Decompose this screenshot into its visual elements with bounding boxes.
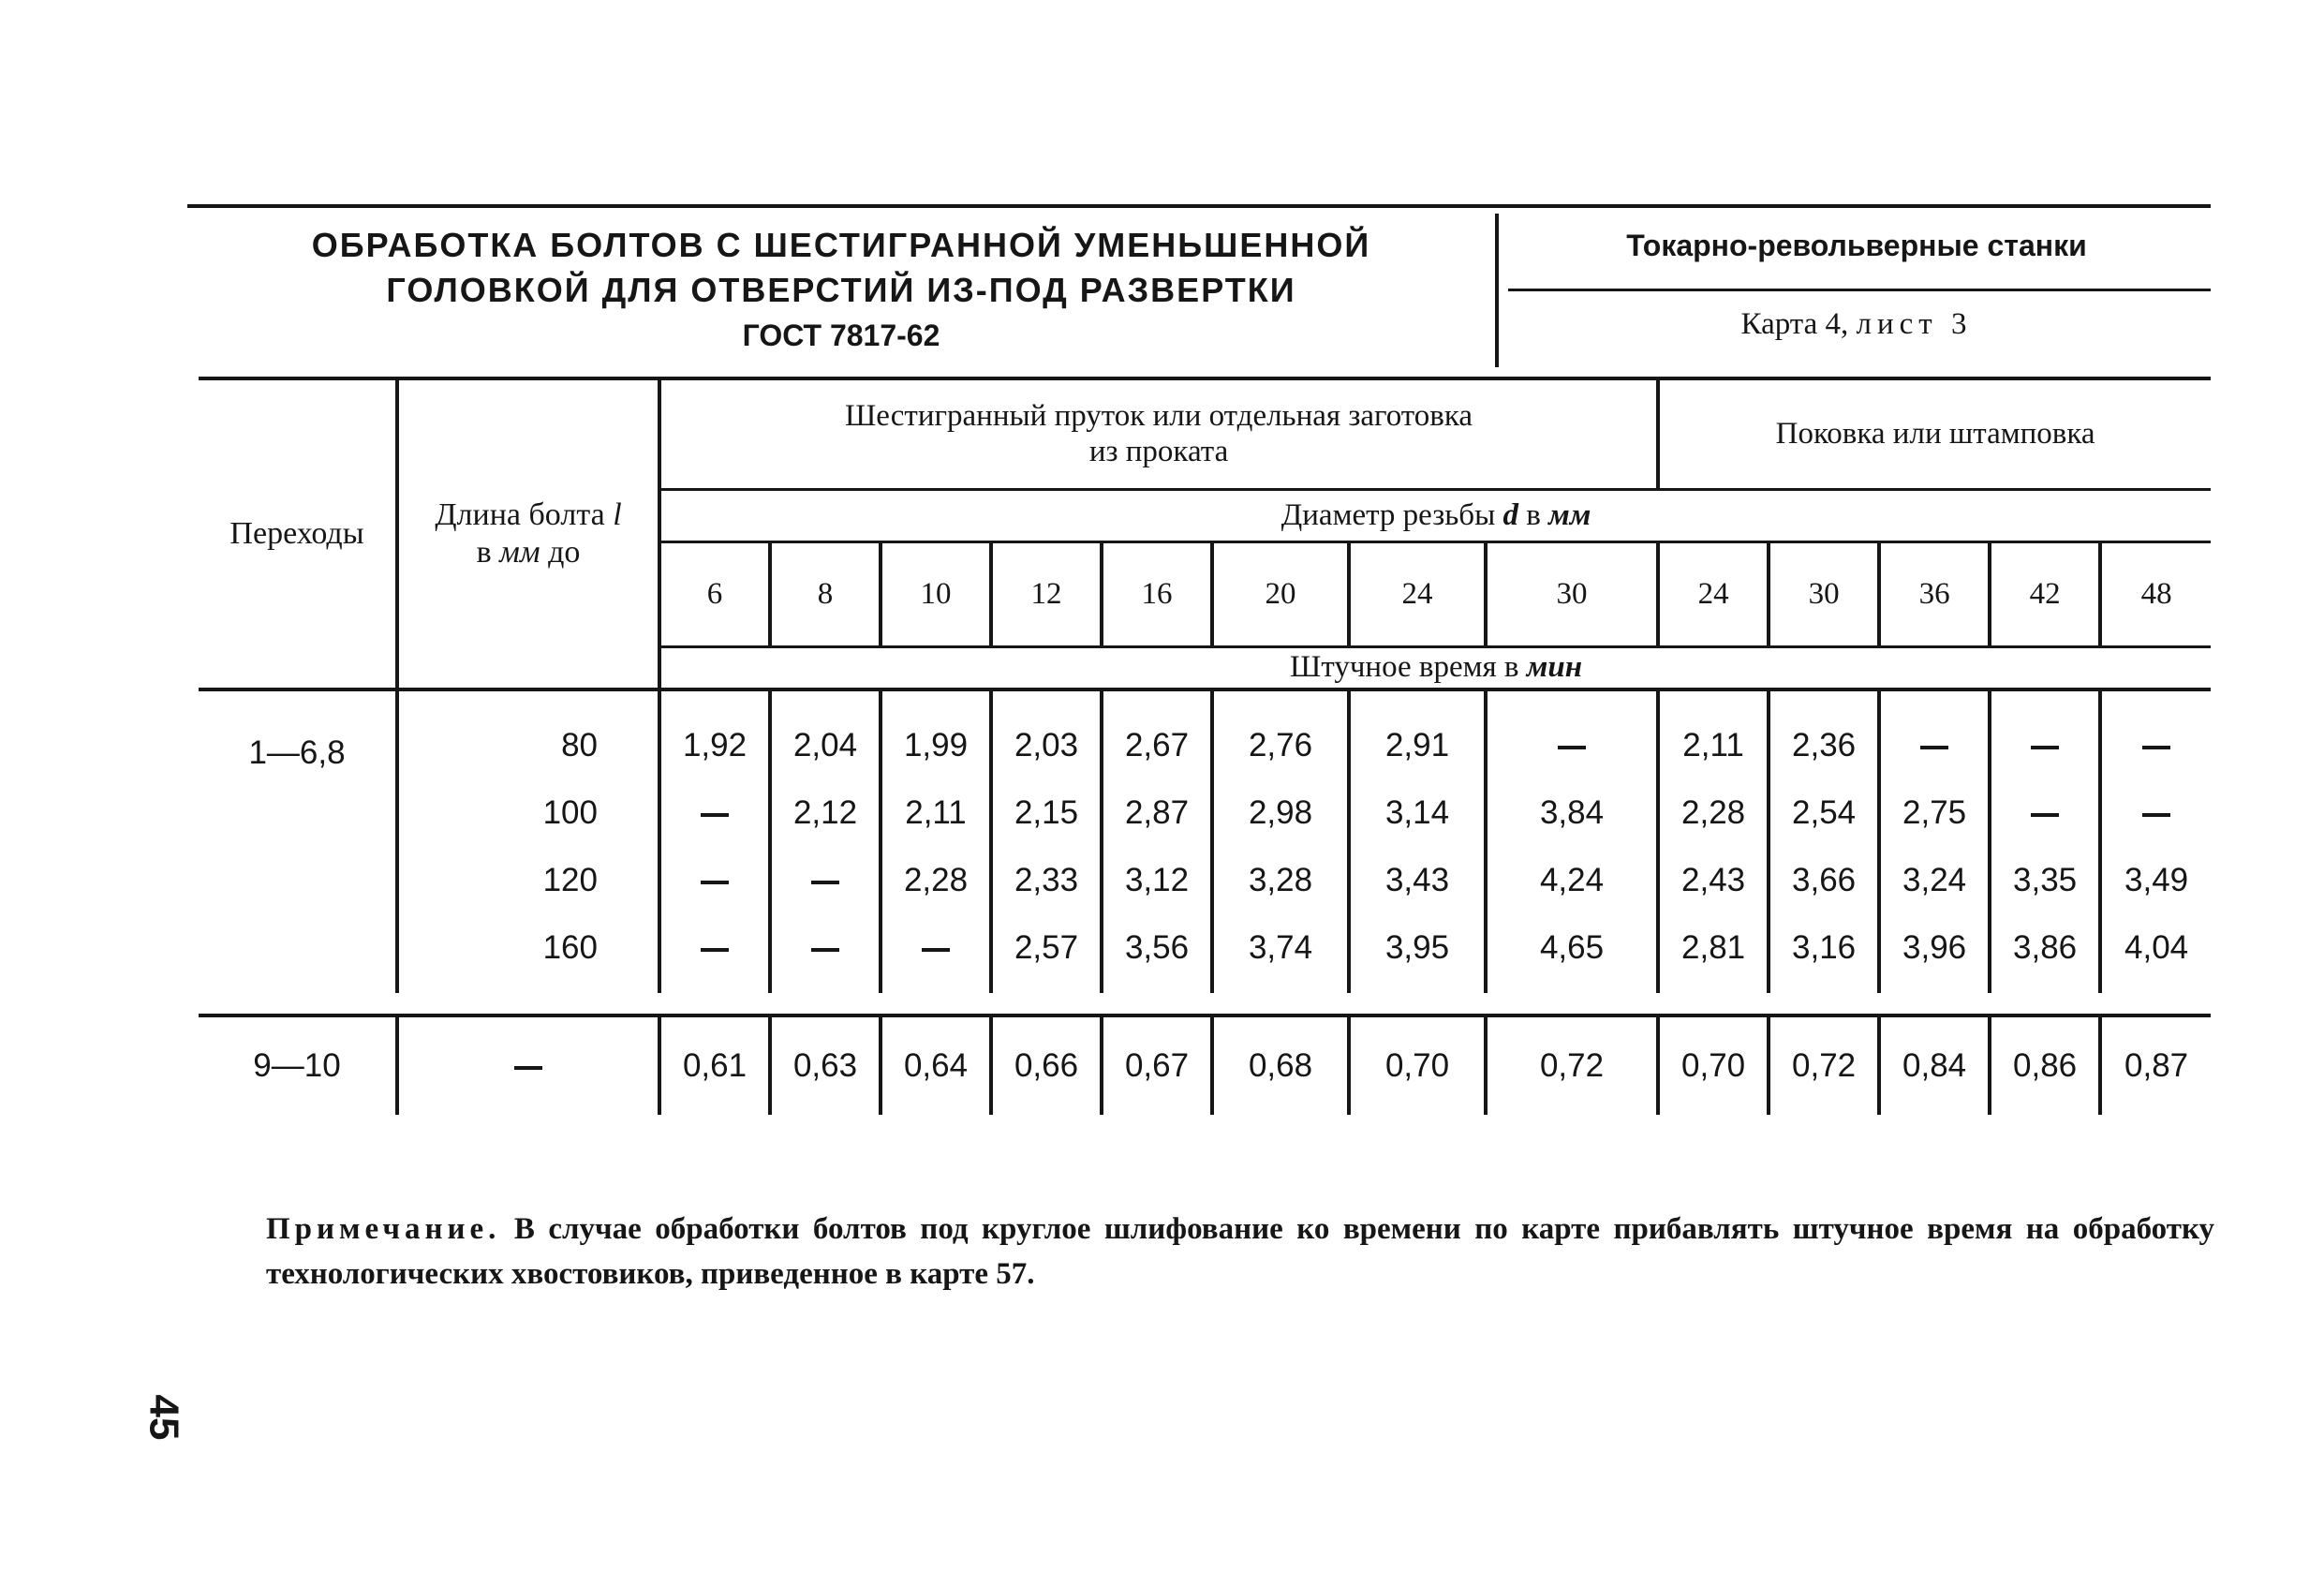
value-cell	[770, 847, 881, 914]
thread-diameter-symbol: d	[1502, 497, 1519, 532]
dash-mark	[2142, 746, 2170, 749]
dash-mark	[2031, 746, 2059, 749]
transition-cell: 9—10	[253, 1047, 341, 1084]
row-separator	[199, 993, 2211, 1015]
value-cell: 0,66	[991, 1015, 1102, 1115]
page-number: 45	[141, 1394, 187, 1441]
value-cell: 0,64	[881, 1015, 991, 1115]
value-cell: 3,28	[1212, 847, 1349, 914]
header-group-bar	[659, 378, 1658, 489]
piece-time-unit: мин	[1526, 650, 1583, 685]
table-row	[199, 779, 2211, 847]
header-group-forging: Поковка или штамповка	[1658, 378, 2211, 489]
value-cell: 2,67	[1102, 689, 1212, 779]
value-cell: 3,95	[1349, 914, 1486, 993]
value-cell: 2,43	[1658, 847, 1769, 914]
value-cell: 3,74	[1212, 914, 1349, 993]
value-cell: 3,24	[1879, 847, 1990, 914]
value-cell: 0,68	[1212, 1015, 1349, 1115]
value-cell: 2,12	[770, 779, 881, 847]
value-cell	[2100, 689, 2211, 779]
top-rule	[187, 204, 2211, 208]
bolt-length-symbol: l	[613, 497, 622, 532]
value-cell: 4,65	[1486, 914, 1658, 993]
value-cell: 1,92	[659, 689, 770, 779]
sheet-label: лист 3	[1856, 307, 1973, 341]
table-row	[199, 689, 2211, 779]
group-bar-line-1: Шестигранный пруток или отдельная заготовка	[845, 399, 1473, 434]
title-right-rule	[1508, 289, 2211, 291]
diameter-cell: 10	[881, 541, 991, 646]
value-cell: 0,70	[1658, 1015, 1769, 1115]
header-piece-time	[659, 646, 2211, 689]
thread-diameter-label: Диаметр резьбы	[1280, 497, 1496, 532]
value-cell: 0,63	[770, 1015, 881, 1115]
bolt-length-suffix: до	[548, 535, 581, 570]
diameter-cell: 24	[1658, 541, 1769, 646]
value-cell: 2,36	[1769, 689, 1879, 779]
diameter-cell: 36	[1879, 541, 1990, 646]
value-cell: 2,28	[881, 847, 991, 914]
value-cell: 3,16	[1769, 914, 1879, 993]
value-cell: 4,24	[1486, 847, 1658, 914]
value-cell: 2,04	[770, 689, 881, 779]
document-title	[187, 223, 1495, 358]
header-bolt-length	[397, 378, 659, 689]
transition-cell: 1—6,8	[248, 734, 346, 771]
table-row	[199, 914, 2211, 993]
dash-mark	[701, 948, 729, 952]
diameter-cell: 24	[1349, 541, 1486, 646]
value-cell: 2,87	[1102, 779, 1212, 847]
value-cell: 3,49	[2100, 847, 2211, 914]
value-cell: 0,72	[1769, 1015, 1879, 1115]
table-row	[199, 847, 2211, 914]
value-cell	[770, 914, 881, 993]
diameter-cell: 6	[659, 541, 770, 646]
footnote-label: Примечание.	[266, 1212, 501, 1246]
value-cell: 2,03	[991, 689, 1102, 779]
value-cell: 0,72	[1486, 1015, 1658, 1115]
value-cell	[659, 914, 770, 993]
header-thread-diameter	[659, 489, 2211, 541]
value-cell: 2,54	[1769, 779, 1879, 847]
thread-diameter-mid: в	[1526, 497, 1541, 532]
value-cell: 0,67	[1102, 1015, 1212, 1115]
value-cell: 3,96	[1879, 914, 1990, 993]
machining-time-table	[199, 377, 2211, 1115]
value-cell: 2,76	[1212, 689, 1349, 779]
value-cell: 0,84	[1879, 1015, 1990, 1115]
card-sheet-label	[1503, 307, 2210, 342]
title-divider	[1495, 214, 1499, 367]
value-cell	[1879, 689, 1990, 779]
dash-mark	[701, 813, 729, 817]
standard-label: ГОСТ 7817-62	[742, 319, 940, 352]
value-cell: 2,28	[1658, 779, 1769, 847]
bolt-length-unit: мм	[499, 535, 540, 570]
value-cell: 3,14	[1349, 779, 1486, 847]
length-cell: 160	[397, 914, 659, 993]
diameter-cell: 42	[1990, 541, 2100, 646]
footnote	[266, 1207, 2214, 1297]
value-cell: 4,04	[2100, 914, 2211, 993]
dash-mark	[701, 881, 729, 884]
value-cell	[2100, 779, 2211, 847]
header-transitions: Переходы	[199, 378, 397, 689]
value-cell: 2,11	[1658, 689, 1769, 779]
value-cell: 3,43	[1349, 847, 1486, 914]
value-cell	[659, 847, 770, 914]
dash-mark	[922, 948, 950, 952]
value-cell: 3,56	[1102, 914, 1212, 993]
value-cell: 2,33	[991, 847, 1102, 914]
value-cell	[881, 914, 991, 993]
value-cell: 3,86	[1990, 914, 2100, 993]
footnote-text: В случае обработки болтов под круглое шлифование ко времени по карте прибавлять штучное время на обработку технологических хвостовиков, приведенное в карте 57.	[266, 1212, 2215, 1291]
diameter-cell: 20	[1212, 541, 1349, 646]
value-cell: 2,98	[1212, 779, 1349, 847]
value-cell	[1486, 689, 1658, 779]
value-cell: 2,81	[1658, 914, 1769, 993]
dash-mark	[514, 1066, 542, 1070]
value-cell: 3,35	[1990, 847, 2100, 914]
value-cell: 2,91	[1349, 689, 1486, 779]
value-cell: 2,11	[881, 779, 991, 847]
diameter-cell: 12	[991, 541, 1102, 646]
value-cell	[1990, 779, 2100, 847]
group-bar-line-2: из проката	[1088, 435, 1229, 469]
value-cell	[659, 779, 770, 847]
length-cell: 80	[397, 689, 659, 779]
diameter-cell: 30	[1486, 541, 1658, 646]
value-cell: 0,61	[659, 1015, 770, 1115]
title-line-1: ОБРАБОТКА БОЛТОВ С ШЕСТИГРАННОЙ УМЕНЬШЕННОЙ	[311, 226, 1371, 264]
value-cell: 1,99	[881, 689, 991, 779]
value-cell: 0,86	[1990, 1015, 2100, 1115]
diameter-cell: 16	[1102, 541, 1212, 646]
length-cell: 120	[397, 847, 659, 914]
table-row	[199, 1015, 2211, 1115]
bolt-length-label: Длина болта	[435, 497, 605, 532]
bolt-length-prefix: в	[476, 535, 492, 570]
value-cell	[1990, 689, 2100, 779]
piece-time-label: Штучное время в	[1290, 650, 1519, 685]
diameter-cell: 30	[1769, 541, 1879, 646]
separator-rule	[199, 993, 2211, 1015]
title-line-2: ГОЛОВКОЙ ДЛЯ ОТВЕРСТИЙ ИЗ-ПОД РАЗВЕРТКИ	[386, 271, 1296, 309]
card-label: Карта 4,	[1740, 307, 1849, 341]
dash-mark	[1558, 746, 1586, 749]
title-block	[187, 204, 2211, 375]
value-cell: 0,87	[2100, 1015, 2211, 1115]
dash-mark	[811, 881, 839, 884]
value-cell: 2,75	[1879, 779, 1990, 847]
dash-mark	[811, 948, 839, 952]
machine-type: Токарно-револьверные станки	[1626, 229, 2087, 262]
thread-diameter-unit: мм	[1548, 497, 1591, 532]
length-cell: 100	[397, 779, 659, 847]
length-cell	[397, 1015, 659, 1115]
value-cell: 2,15	[991, 779, 1102, 847]
table-body	[199, 689, 2211, 1115]
dash-mark	[1920, 746, 1948, 749]
value-cell: 3,12	[1102, 847, 1212, 914]
value-cell: 2,57	[991, 914, 1102, 993]
value-cell: 0,70	[1349, 1015, 1486, 1115]
value-cell: 3,66	[1769, 847, 1879, 914]
dash-mark	[2142, 813, 2170, 817]
value-cell: 3,84	[1486, 779, 1658, 847]
dash-mark	[2031, 813, 2059, 817]
diameter-cell: 8	[770, 541, 881, 646]
diameter-cell: 48	[2100, 541, 2211, 646]
